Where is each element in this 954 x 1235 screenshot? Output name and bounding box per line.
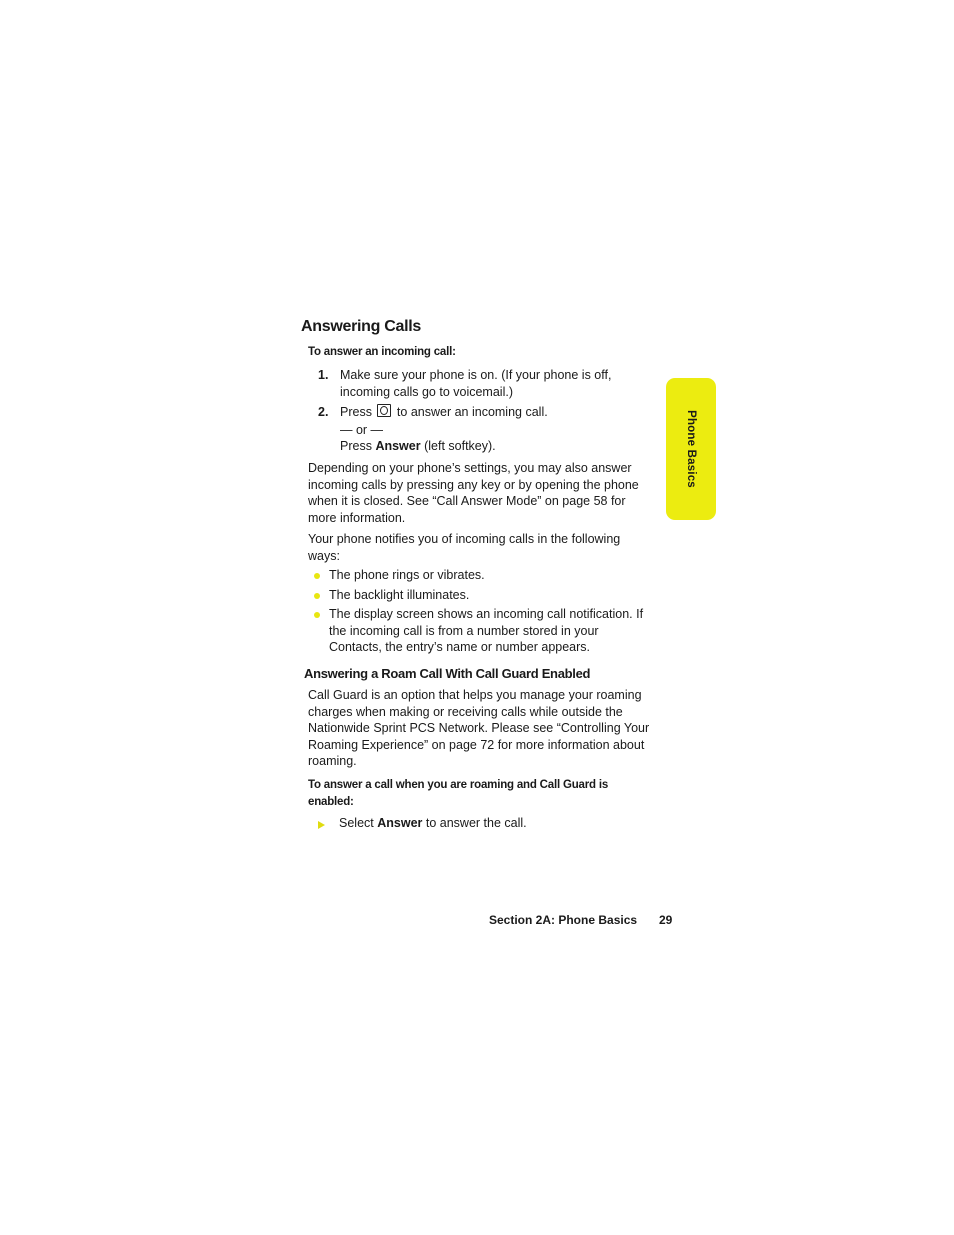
paragraph-line: when it is closed. See “Call Answer Mode” on page 58 for — [308, 494, 626, 508]
instruction-label-line: To answer a call when you are roaming and Call Guard is — [308, 779, 609, 791]
list-item-text: The backlight illuminates. — [329, 588, 470, 602]
paragraph-line: incoming calls by pressing any key or by opening the phone — [308, 477, 639, 492]
step-number: 1. — [318, 368, 329, 382]
paragraph-line: Call Guard is an option that helps you manage your roaming — [308, 688, 642, 702]
instruction-label — [308, 777, 608, 811]
bullet-icon — [314, 573, 320, 579]
paragraph-line: Roaming Experience” on page 72 for more information about — [308, 737, 645, 752]
step-text: Make sure your phone is on. (If your phone is off, — [340, 368, 612, 382]
list-item — [329, 567, 485, 584]
step-text: Press — [340, 439, 372, 453]
list-item-text: The display screen shows an incoming call notification. If — [329, 607, 644, 621]
talk-key-icon — [377, 404, 391, 417]
list-item-text: Contacts, the entry’s name or number appears. — [329, 640, 591, 654]
page-number: 29 — [659, 913, 673, 927]
action-text: Select — [339, 816, 374, 830]
paragraph-line: charges when making or receiving calls while outside the — [308, 704, 623, 719]
paragraph-line: ways: — [308, 548, 340, 563]
paragraph-line: Your phone notifies you of incoming calls in the following — [308, 532, 621, 546]
step-number: 2. — [318, 405, 329, 419]
step-text: incoming calls go to voicemail.) — [340, 384, 513, 399]
paragraph-line: roaming. — [308, 754, 357, 768]
step-1 — [318, 367, 658, 400]
paragraph — [308, 531, 663, 564]
step-text: Press — [340, 405, 372, 419]
page-title: Answering Calls — [301, 318, 421, 335]
section-subheading: Answering a Roam Call With Call Guard Enabled — [304, 666, 591, 681]
section-tab — [666, 378, 716, 520]
arrow-icon — [318, 821, 325, 829]
list-item — [329, 606, 664, 656]
list-item-text: The phone rings or vibrates. — [329, 568, 485, 582]
bullet-icon — [314, 612, 320, 618]
footer-section: Section 2A: Phone Basics — [489, 913, 638, 927]
softkey-label: Answer — [375, 439, 421, 453]
step-text: to answer an incoming call. — [396, 405, 548, 419]
step-2 — [318, 404, 658, 455]
paragraph — [308, 687, 668, 770]
list-item — [329, 587, 469, 604]
paragraph-line: Nationwide Sprint PCS Network. Please see “Controlling Your — [308, 721, 650, 735]
bullet-icon — [314, 593, 320, 599]
instruction-label: To answer an incoming call: — [308, 346, 456, 358]
paragraph — [308, 460, 663, 526]
or-separator: — or — — [340, 422, 384, 437]
paragraph-line: more information. — [308, 510, 406, 525]
instruction-label-line: enabled: — [308, 796, 354, 808]
section-tab-label: Phone Basics — [685, 410, 697, 488]
softkey-label: Answer — [377, 816, 423, 830]
action-step — [339, 815, 527, 832]
list-item-text: the incoming call is from a number stored in your — [329, 623, 599, 638]
action-text: to answer the call. — [425, 816, 527, 830]
step-text: (left softkey). — [424, 439, 496, 453]
paragraph-line: Depending on your phone’s settings, you may also answer — [308, 461, 632, 475]
